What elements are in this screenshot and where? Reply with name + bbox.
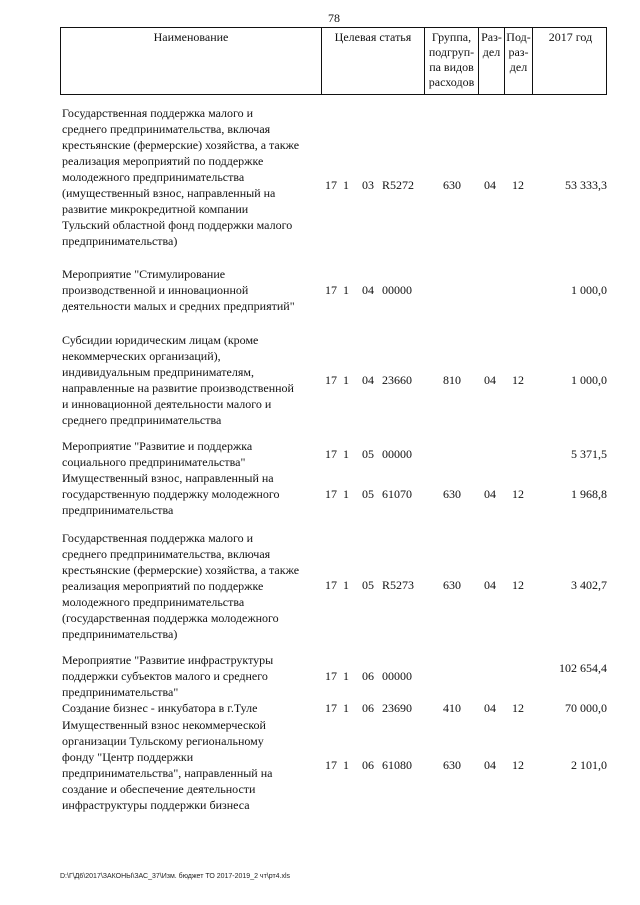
header-subsection: Под- раз- дел xyxy=(504,28,532,94)
row-subsection: 12 xyxy=(512,178,524,192)
row-program: 17 xyxy=(325,758,337,772)
row-main-event: 04 xyxy=(362,373,374,387)
row-main-event: 06 xyxy=(362,701,374,715)
row-section: 04 xyxy=(484,487,496,501)
row-group: 810 xyxy=(443,373,461,387)
row-main-event: 06 xyxy=(362,758,374,772)
row-amount: 53 333,3 xyxy=(565,178,607,192)
row-program: 17 xyxy=(325,283,337,297)
row-subsection: 12 xyxy=(512,758,524,772)
row-direction: 00000 xyxy=(382,447,412,461)
header-target-article: Целевая статья xyxy=(321,28,424,94)
row-name: Создание бизнес - инкубатора в г.Туле xyxy=(62,701,258,715)
row-section: 04 xyxy=(484,178,496,192)
row-amount: 102 654,4 xyxy=(559,661,607,675)
row-group: 410 xyxy=(443,701,461,715)
row-main-event: 06 xyxy=(362,669,374,683)
row-subprogram: 1 xyxy=(343,758,349,772)
row-section: 04 xyxy=(484,578,496,592)
row-subprogram: 1 xyxy=(343,487,349,501)
row-name: Субсидии юридическим лицам (кроме некоммерческих организаций), индивидуальным предпринимателям, направленные на развитие производственной и инновационной деятельности малого и среднего предпринимательства xyxy=(62,333,294,427)
row-direction: 61080 xyxy=(382,758,412,772)
row-amount: 3 402,7 xyxy=(571,578,607,592)
row-subsection: 12 xyxy=(512,578,524,592)
row-direction: 23660 xyxy=(382,373,412,387)
row-group: 630 xyxy=(443,758,461,772)
row-amount: 2 101,0 xyxy=(571,758,607,772)
row-main-event: 05 xyxy=(362,447,374,461)
row-section: 04 xyxy=(484,701,496,715)
row-subprogram: 1 xyxy=(343,669,349,683)
row-amount: 70 000,0 xyxy=(565,701,607,715)
row-name: Мероприятие "Стимулирование производственной и инновационной деятельности малых и средних предприятий" xyxy=(62,267,295,313)
row-subprogram: 1 xyxy=(343,701,349,715)
row-amount: 1 000,0 xyxy=(571,283,607,297)
row-program: 17 xyxy=(325,669,337,683)
table-header xyxy=(60,27,607,95)
row-main-event: 05 xyxy=(362,487,374,501)
header-year: 2017 год xyxy=(532,28,608,94)
header-name: Наименование xyxy=(153,30,229,44)
row-subprogram: 1 xyxy=(343,283,349,297)
file-path-footer: D:\Г\Д6\2017\ЗАКОНЫ\ЗАС_37\Изм. бюджет ТО 2017-2019_2 чт\рт4.xls xyxy=(60,873,291,880)
row-subprogram: 1 xyxy=(343,178,349,192)
row-direction: 00000 xyxy=(382,283,412,297)
row-name: Имущественный взнос, направленный на государственную поддержку молодежного предпринимательства xyxy=(62,471,280,517)
row-direction: 61070 xyxy=(382,487,412,501)
row-group: 630 xyxy=(443,178,461,192)
page-number: 78 xyxy=(328,11,340,25)
row-section: 04 xyxy=(484,758,496,772)
row-subprogram: 1 xyxy=(343,578,349,592)
row-program: 17 xyxy=(325,701,337,715)
row-amount: 1 968,8 xyxy=(571,487,607,501)
row-direction: 00000 xyxy=(382,669,412,683)
header-section: Раз- дел xyxy=(478,28,504,94)
row-program: 17 xyxy=(325,373,337,387)
row-group: 630 xyxy=(443,487,461,501)
row-amount: 1 000,0 xyxy=(571,373,607,387)
row-name: Имущественный взнос некоммерческой организации Тульскому региональному фонду "Центр поддержки предпринимательства", направленный на создание и обеспечение деятельности инфраструктуры поддержки бизнеса xyxy=(62,718,273,812)
header-expense-group: Группа, подгруп- па видов расходов xyxy=(424,28,478,94)
row-subsection: 12 xyxy=(512,373,524,387)
row-subsection: 12 xyxy=(512,487,524,501)
row-direction: R5273 xyxy=(382,578,415,592)
row-main-event: 03 xyxy=(362,178,374,192)
row-section: 04 xyxy=(484,373,496,387)
row-name: Мероприятие "Развитие инфраструктуры поддержки субъектов малого и среднего предпринимательства" xyxy=(62,653,274,699)
row-direction: 23690 xyxy=(382,701,412,715)
row-name: Мероприятие "Развитие и поддержка социального предпринимательства" xyxy=(62,439,253,469)
row-main-event: 05 xyxy=(362,578,374,592)
row-main-event: 04 xyxy=(362,283,374,297)
row-program: 17 xyxy=(325,178,337,192)
row-direction: R5272 xyxy=(382,178,415,192)
row-amount: 5 371,5 xyxy=(571,447,607,461)
row-program: 17 xyxy=(325,487,337,501)
row-subprogram: 1 xyxy=(343,373,349,387)
row-name: Государственная поддержка малого и среднего предпринимательства, включая крестьянские (фермерские) хозяйства, а также реализация мероприятий по поддержке молодежного предпринимательства (имущественный взнос, направленный на развитие микрокредитной компании Тульский областной фонд поддержки малого предпринимательства) xyxy=(62,106,300,248)
row-subsection: 12 xyxy=(512,701,524,715)
row-program: 17 xyxy=(325,578,337,592)
row-subprogram: 1 xyxy=(343,447,349,461)
row-name: Государственная поддержка малого и среднего предпринимательства, включая крестьянские (фермерские) хозяйства, а также реализация мероприятий по поддержке молодежного предпринимательства (государственная поддержка молодежного предпринимательства) xyxy=(62,531,300,641)
row-group: 630 xyxy=(443,578,461,592)
row-program: 17 xyxy=(325,447,337,461)
